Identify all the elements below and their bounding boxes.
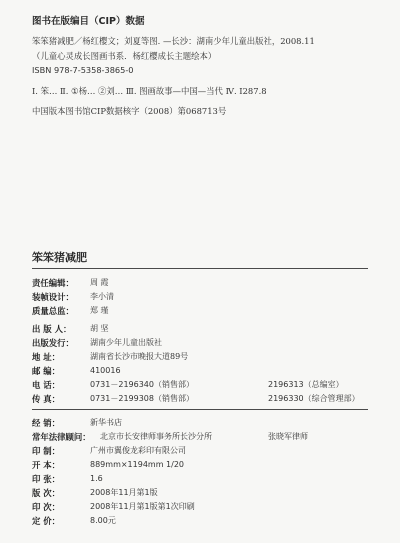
legal-counsel-lawyer: 张晓军律师 <box>268 432 308 441</box>
publisher-divider <box>32 409 368 410</box>
legal-counsel-value: 北京市长安律师事务所长沙分所 <box>100 432 212 441</box>
edition-label: 版 次： <box>32 488 61 498</box>
postcode-value: 410016 <box>90 366 121 375</box>
edition-value: 2008年11月第1版 <box>90 488 158 497</box>
printer-label: 印 制： <box>32 446 61 456</box>
designer-value: 李小清 <box>90 292 114 301</box>
book-title: 笨笨猪减肥 <box>32 251 87 264</box>
cip-series-line: （儿童心灵成长图画书系．杨红樱成长主题绘本） <box>32 51 217 61</box>
printing-value: 2008年11月第1版第1次印刷 <box>90 502 195 511</box>
fax-label: 传 真： <box>32 394 61 404</box>
price-value: 8.00元 <box>90 516 116 525</box>
cip-classification: Ⅰ. 笨… Ⅱ. ①杨… ②刘… Ⅲ. 图画故事—中国—当代 Ⅳ. I287.8 <box>32 86 267 96</box>
editor-label: 责任编辑： <box>32 278 74 288</box>
title-divider <box>32 268 368 269</box>
postcode-label: 邮 编： <box>32 366 61 376</box>
sheets-label: 印 张： <box>32 474 61 484</box>
cip-record-number: 中国版本图书馆CIP数据核字（2008）第068713号 <box>32 106 227 116</box>
quality-value: 郑 瑾 <box>90 306 109 315</box>
printer-value: 广州市翼俊龙彩印有限公司 <box>90 446 186 455</box>
cip-isbn: ISBN 978-7-5358-3865-0 <box>32 65 134 75</box>
issuer-label: 出版发行： <box>32 338 74 348</box>
cip-heading: 图书在版编目（CIP）数据 <box>32 16 145 27</box>
format-label: 开 本： <box>32 460 61 470</box>
phone-value-secondary: 2196313（总编室） <box>268 380 344 389</box>
designer-label: 装帧设计： <box>32 292 74 302</box>
price-label: 定 价： <box>32 516 61 526</box>
quality-label: 质量总监： <box>32 306 74 316</box>
printing-label: 印 次： <box>32 502 61 512</box>
address-label: 地 址： <box>32 352 61 362</box>
phone-value: 0731－2196340（销售部） <box>90 380 194 389</box>
fax-value: 0731－2199308（销售部） <box>90 394 194 403</box>
distributor-label: 经 销： <box>32 418 61 428</box>
address-value: 湖南省长沙市晚报大道89号 <box>90 352 189 361</box>
legal-counsel-label: 常年法律顾问： <box>32 432 91 442</box>
issuer-value: 湖南少年儿童出版社 <box>90 338 162 347</box>
sheets-value: 1.6 <box>90 474 103 483</box>
publisher-person-value: 胡 坚 <box>90 324 109 333</box>
fax-value-secondary: 2196330（综合管理部） <box>268 394 360 403</box>
distributor-value: 新华书店 <box>90 418 122 427</box>
publisher-person-label: 出 版 人： <box>32 324 72 334</box>
cip-catalog-line: 笨笨猪减肥／杨红樱文；刘夏等图. —长沙：湖南少年儿童出版社，2008.11 <box>32 36 315 46</box>
editor-value: 周 霞 <box>90 278 109 287</box>
format-value: 889mm×1194mm 1/20 <box>90 460 185 469</box>
phone-label: 电 话： <box>32 380 61 390</box>
